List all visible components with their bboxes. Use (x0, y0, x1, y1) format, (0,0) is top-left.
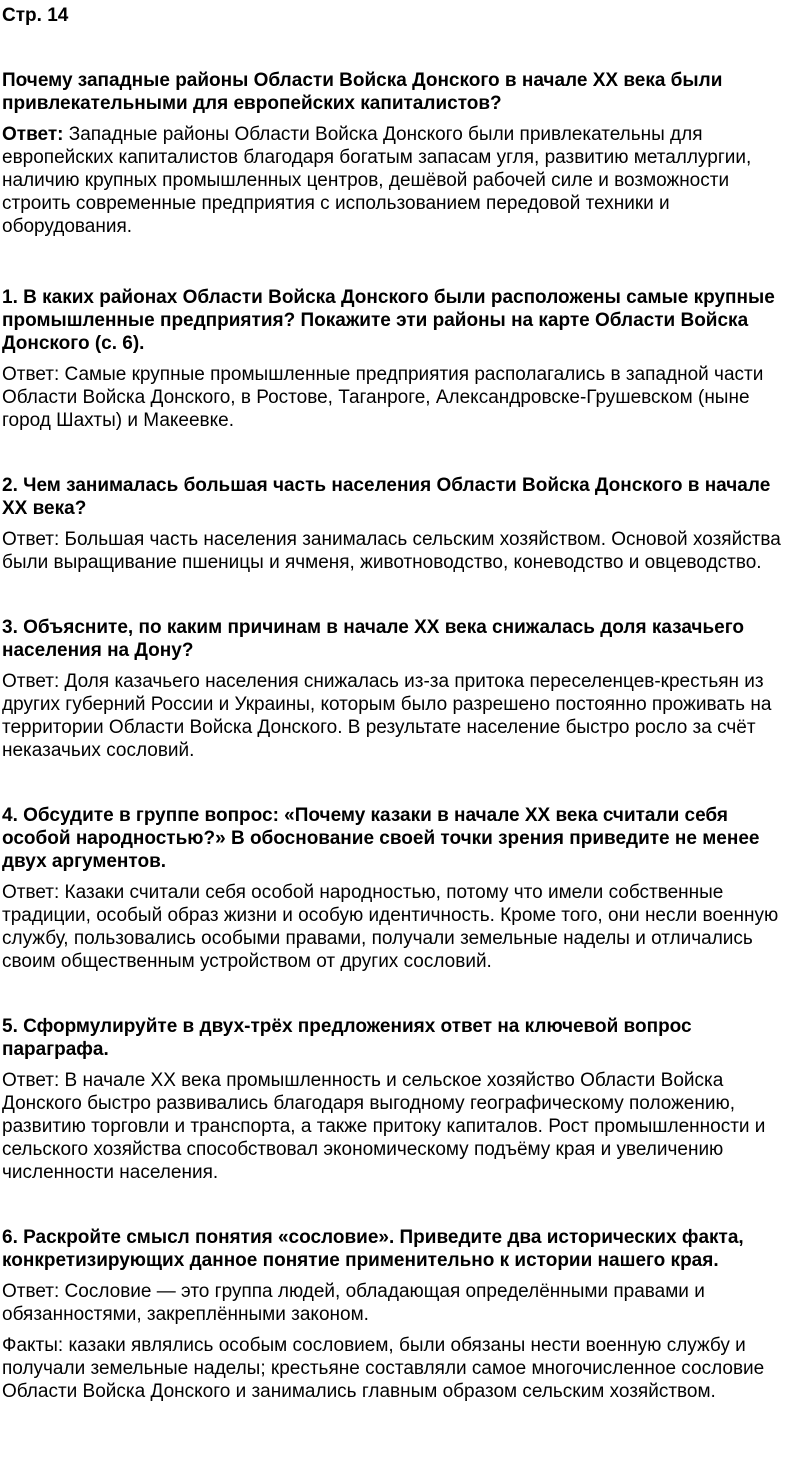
answer-1: Ответ: Самые крупные промышленные предприятия располагались в западной части Области Войска Донского, в Ростове, Таганроге, Александровске-Грушевском (ныне город Шахты) и Макеевке. (2, 364, 764, 431)
page-number: Стр. 14 (2, 5, 69, 26)
answer-3: Ответ: Доля казачьего населения снижалась из-за притока переселенцев-крестьян из других губерний России и Украины, которым было разрешено постоянно проживать на территории Области Войска Донского. В результате население быстро росло за счёт неказачьих сословий. (2, 671, 772, 761)
question-4: 4. Обсудите в группе вопрос: «Почему казаки в начале XX века считали себя особой народностью?» В обоснование своей точки зрения приведите не менее двух аргументов. (2, 805, 760, 872)
intro-question: Почему западные районы Области Войска Донского в начале XX века были привлекательными для европейских капиталистов? (2, 70, 723, 114)
question-block-4 (2, 804, 797, 973)
intro-answer-text: Западные районы Области Войска Донского были привлекательны для европейских капиталистов благодаря богатым запасам угля, развитию металлургии, наличию крупных промышленных центров, дешёвой рабочей силе и возможности строить современные предприятия с использованием передовой техники и оборудования. (2, 124, 752, 237)
answer-6: Ответ: Сословие — это группа людей, обладающая определёнными правами и обязанностями, закреплёнными законом. (2, 1281, 705, 1325)
facts-6: Факты: казаки являлись особым сословием, были обязаны нести военную службу и получали земельные наделы; крестьяне составляли самое многочисленное сословие Области Войска Донского и занимались главным образом сельским хозяйством. (2, 1335, 765, 1402)
answer-4: Ответ: Казаки считали себя особой народностью, потому что имели собственные традиции, особый образ жизни и особую идентичность. Кроме того, они несли военную службу, пользовались особыми правами, получали земельные наделы и отличались своим общественным устройством от других сословий. (2, 882, 779, 972)
question-block-1 (2, 286, 797, 432)
intro-answer (2, 123, 797, 238)
question-6: 6. Раскройте смысл понятия «сословие». Приведите два исторических факта, конкретизирующих данное понятие применительно к истории нашего края. (2, 1227, 744, 1271)
question-2: 2. Чем занималась большая часть населения Области Войска Донского в начале XX века? (2, 475, 771, 519)
question-5: 5. Сформулируйте в двух-трёх предложениях ответ на ключевой вопрос параграфа. (2, 1016, 692, 1060)
question-3: 3. Объясните, по каким причинам в начале XX века снижалась доля казачьего населения на Дону? (2, 617, 744, 661)
question-block-3 (2, 616, 797, 762)
question-block-5 (2, 1015, 797, 1184)
intro-block (2, 69, 797, 238)
question-block-2 (2, 474, 797, 574)
answer-label: Ответ: (2, 124, 64, 145)
question-1: 1. В каких районах Области Войска Донского были расположены самые крупные промышленные предприятия? Покажите эти районы на карте Области Войска Донского (с. 6). (2, 287, 775, 354)
question-block-6 (2, 1226, 797, 1403)
answer-2: Ответ: Большая часть населения занималась сельским хозяйством. Основой хозяйства были выращивание пшеницы и ячменя, животноводство, коневодство и овцеводство. (2, 529, 781, 573)
answer-5: Ответ: В начале XX века промышленность и сельское хозяйство Области Войска Донского быстро развивались благодаря выгодному географическому положению, развитию торговли и транспорта, а также притоку капиталов. Рост промышленности и сельского хозяйства способствовал экономическому подъёму края и увеличению численности населения. (2, 1070, 766, 1183)
